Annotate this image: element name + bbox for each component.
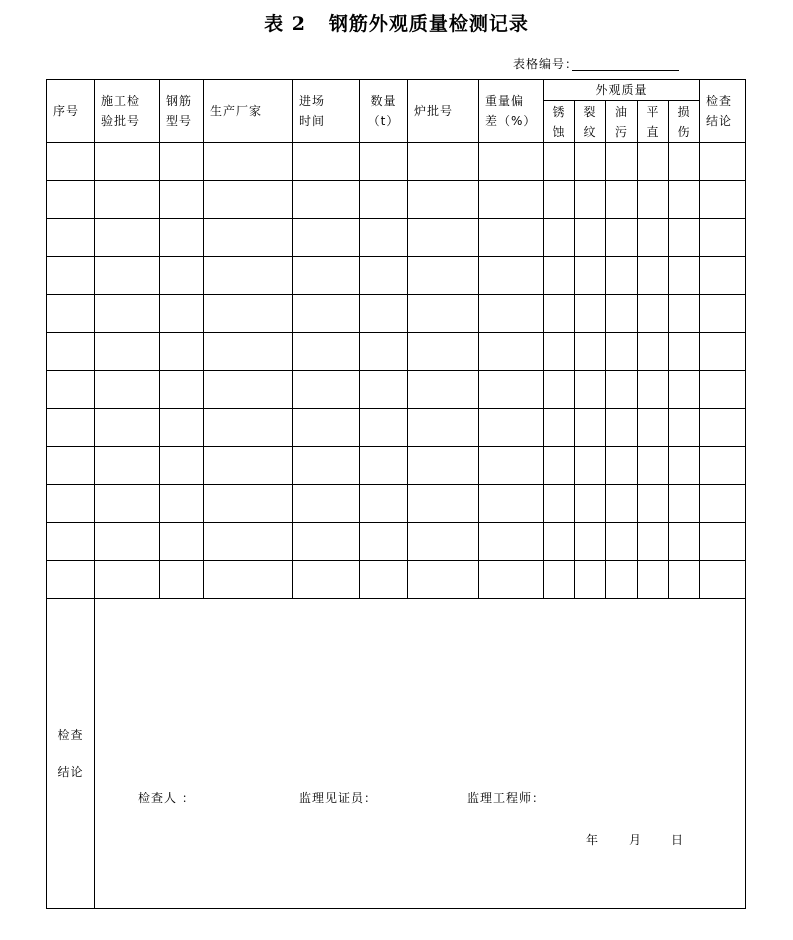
cell[interactable] <box>700 257 746 295</box>
cell[interactable] <box>293 371 360 409</box>
cell[interactable] <box>408 333 479 371</box>
cell[interactable] <box>160 485 204 523</box>
cell[interactable] <box>638 143 669 181</box>
cell[interactable] <box>638 409 669 447</box>
conclusion-area[interactable] <box>95 599 746 909</box>
cell[interactable] <box>47 143 95 181</box>
header-damage: 损 伤 <box>669 101 700 143</box>
cell[interactable] <box>293 333 360 371</box>
cell[interactable] <box>293 257 360 295</box>
cell[interactable] <box>479 181 544 219</box>
cell[interactable] <box>408 371 479 409</box>
table-row <box>47 295 746 333</box>
header-seq: 序号 <box>47 80 95 143</box>
cell[interactable] <box>293 181 360 219</box>
cell[interactable] <box>700 333 746 371</box>
cell[interactable] <box>95 219 160 257</box>
cell[interactable] <box>360 447 408 485</box>
cell[interactable] <box>638 523 669 561</box>
cell[interactable] <box>700 143 746 181</box>
cell[interactable] <box>47 219 95 257</box>
cell[interactable] <box>700 409 746 447</box>
cell[interactable] <box>293 143 360 181</box>
cell[interactable] <box>408 219 479 257</box>
cell[interactable] <box>204 409 293 447</box>
cell[interactable] <box>204 561 293 599</box>
header-model: 钢筋 型号 <box>160 80 204 143</box>
cell[interactable] <box>408 295 479 333</box>
cell[interactable] <box>160 447 204 485</box>
cell[interactable] <box>47 257 95 295</box>
cell[interactable] <box>479 485 544 523</box>
cell[interactable] <box>47 371 95 409</box>
cell[interactable] <box>160 409 204 447</box>
cell[interactable] <box>204 333 293 371</box>
cell[interactable] <box>47 181 95 219</box>
header-batch: 施工检 验批号 <box>95 80 160 143</box>
cell[interactable] <box>669 561 700 599</box>
table-row <box>47 143 746 181</box>
cell[interactable] <box>160 371 204 409</box>
cell[interactable] <box>606 333 638 371</box>
cell[interactable] <box>669 523 700 561</box>
cell[interactable] <box>606 371 638 409</box>
cell[interactable] <box>95 371 160 409</box>
cell[interactable] <box>95 561 160 599</box>
cell[interactable] <box>95 485 160 523</box>
cell[interactable] <box>47 295 95 333</box>
table-row <box>47 181 746 219</box>
header-flat: 平 直 <box>638 101 669 143</box>
cell[interactable] <box>95 143 160 181</box>
inspection-record-table <box>46 79 746 909</box>
cell[interactable] <box>575 295 606 333</box>
table-row <box>47 257 746 295</box>
cell[interactable] <box>669 333 700 371</box>
cell[interactable] <box>575 257 606 295</box>
cell[interactable] <box>544 219 575 257</box>
cell[interactable] <box>408 523 479 561</box>
cell[interactable] <box>160 257 204 295</box>
cell[interactable] <box>700 295 746 333</box>
cell[interactable] <box>606 447 638 485</box>
cell[interactable] <box>95 523 160 561</box>
cell[interactable] <box>47 447 95 485</box>
header-appearance: 外观质量 <box>544 80 700 101</box>
cell[interactable] <box>575 143 606 181</box>
supervisor-witness-label: 监理见证员： <box>299 791 378 805</box>
cell[interactable] <box>408 447 479 485</box>
cell[interactable] <box>160 219 204 257</box>
cell[interactable] <box>544 561 575 599</box>
cell[interactable] <box>544 143 575 181</box>
cell[interactable] <box>606 143 638 181</box>
cell[interactable] <box>408 409 479 447</box>
cell[interactable] <box>360 561 408 599</box>
cell[interactable] <box>204 523 293 561</box>
cell[interactable] <box>479 143 544 181</box>
cell[interactable] <box>95 409 160 447</box>
header-rust: 锈 蚀 <box>544 101 575 143</box>
date-year-label: 年 <box>586 833 600 847</box>
cell[interactable] <box>160 333 204 371</box>
cell[interactable] <box>700 561 746 599</box>
cell[interactable] <box>669 485 700 523</box>
cell[interactable] <box>360 181 408 219</box>
cell[interactable] <box>204 143 293 181</box>
table-row <box>47 409 746 447</box>
inspector-label: 检查人 ： <box>138 791 195 805</box>
cell[interactable] <box>638 219 669 257</box>
cell[interactable] <box>204 371 293 409</box>
cell[interactable] <box>293 409 360 447</box>
cell[interactable] <box>669 219 700 257</box>
cell[interactable] <box>479 561 544 599</box>
cell[interactable] <box>638 333 669 371</box>
cell[interactable] <box>479 409 544 447</box>
header-manufacturer: 生产厂家 <box>204 80 293 143</box>
cell[interactable] <box>669 409 700 447</box>
cell[interactable] <box>408 561 479 599</box>
cell[interactable] <box>575 333 606 371</box>
cell[interactable] <box>160 181 204 219</box>
table-row <box>47 485 746 523</box>
cell[interactable] <box>606 181 638 219</box>
table-row <box>47 447 746 485</box>
cell[interactable] <box>575 371 606 409</box>
cell[interactable] <box>575 219 606 257</box>
cell[interactable] <box>293 447 360 485</box>
cell[interactable] <box>544 447 575 485</box>
cell[interactable] <box>479 523 544 561</box>
cell[interactable] <box>95 181 160 219</box>
cell[interactable] <box>479 371 544 409</box>
cell[interactable] <box>47 485 95 523</box>
cell[interactable] <box>479 219 544 257</box>
cell[interactable] <box>95 257 160 295</box>
cell[interactable] <box>360 143 408 181</box>
cell[interactable] <box>575 181 606 219</box>
cell[interactable] <box>360 523 408 561</box>
cell[interactable] <box>360 485 408 523</box>
cell[interactable] <box>204 181 293 219</box>
cell[interactable] <box>606 219 638 257</box>
cell[interactable] <box>638 447 669 485</box>
cell[interactable] <box>408 257 479 295</box>
cell[interactable] <box>360 219 408 257</box>
cell[interactable] <box>575 523 606 561</box>
cell[interactable] <box>544 295 575 333</box>
cell[interactable] <box>575 447 606 485</box>
cell[interactable] <box>47 561 95 599</box>
cell[interactable] <box>606 561 638 599</box>
table-row <box>47 561 746 599</box>
cell[interactable] <box>544 485 575 523</box>
cell[interactable] <box>160 295 204 333</box>
cell[interactable] <box>575 561 606 599</box>
cell[interactable] <box>95 295 160 333</box>
cell[interactable] <box>669 143 700 181</box>
cell[interactable] <box>47 523 95 561</box>
cell[interactable] <box>360 333 408 371</box>
cell[interactable] <box>160 561 204 599</box>
cell[interactable] <box>638 371 669 409</box>
header-crack: 裂 纹 <box>575 101 606 143</box>
cell[interactable] <box>360 409 408 447</box>
page-title: 表 2 钢筋外观质量检测记录 <box>264 13 529 35</box>
cell[interactable] <box>606 409 638 447</box>
cell[interactable] <box>700 523 746 561</box>
cell[interactable] <box>479 447 544 485</box>
cell[interactable] <box>204 447 293 485</box>
header-entry-time: 进场 时间 <box>293 80 360 143</box>
cell[interactable] <box>638 561 669 599</box>
cell[interactable] <box>544 333 575 371</box>
cell[interactable] <box>544 181 575 219</box>
cell[interactable] <box>293 295 360 333</box>
header-quantity: 数量 （t） <box>360 80 408 143</box>
date-day-label: 日 <box>671 833 685 847</box>
cell[interactable] <box>669 447 700 485</box>
cell[interactable] <box>160 143 204 181</box>
cell[interactable] <box>204 257 293 295</box>
cell[interactable] <box>669 257 700 295</box>
table-row <box>47 371 746 409</box>
cell[interactable] <box>293 219 360 257</box>
header-furnace: 炉批号 <box>408 80 479 143</box>
cell[interactable] <box>204 219 293 257</box>
cell[interactable] <box>669 295 700 333</box>
header-oil: 油 污 <box>606 101 638 143</box>
cell[interactable] <box>700 447 746 485</box>
form-number-field[interactable] <box>572 70 679 71</box>
cell[interactable] <box>669 181 700 219</box>
cell[interactable] <box>575 409 606 447</box>
cell[interactable] <box>575 485 606 523</box>
cell[interactable] <box>360 257 408 295</box>
cell[interactable] <box>638 295 669 333</box>
cell[interactable] <box>700 485 746 523</box>
cell[interactable] <box>700 181 746 219</box>
cell[interactable] <box>479 333 544 371</box>
cell[interactable] <box>204 295 293 333</box>
date-month-label: 月 <box>629 833 643 847</box>
cell[interactable] <box>606 257 638 295</box>
conclusion-row <box>47 599 746 909</box>
header-weight-deviation: 重量偏 差（%） <box>479 80 544 143</box>
cell[interactable] <box>700 219 746 257</box>
cell[interactable] <box>606 485 638 523</box>
cell[interactable] <box>160 523 204 561</box>
cell[interactable] <box>638 257 669 295</box>
cell[interactable] <box>408 143 479 181</box>
cell[interactable] <box>204 485 293 523</box>
cell[interactable] <box>606 295 638 333</box>
cell[interactable] <box>700 371 746 409</box>
cell[interactable] <box>408 181 479 219</box>
cell[interactable] <box>293 485 360 523</box>
cell[interactable] <box>544 409 575 447</box>
cell[interactable] <box>606 523 638 561</box>
cell[interactable] <box>544 523 575 561</box>
form-number-label: 表格编号： <box>513 57 579 71</box>
table-row <box>47 523 746 561</box>
cell[interactable] <box>293 523 360 561</box>
cell[interactable] <box>47 409 95 447</box>
cell[interactable] <box>47 333 95 371</box>
cell[interactable] <box>544 371 575 409</box>
table-row <box>47 219 746 257</box>
cell[interactable] <box>293 561 360 599</box>
header-result: 检查 结论 <box>700 80 746 143</box>
cell[interactable] <box>479 295 544 333</box>
cell[interactable] <box>95 333 160 371</box>
table-row <box>47 333 746 371</box>
cell[interactable] <box>360 371 408 409</box>
cell[interactable] <box>479 257 544 295</box>
conclusion-label: 检查 结论 <box>47 599 95 909</box>
supervising-engineer-label: 监理工程师： <box>467 791 546 805</box>
cell[interactable] <box>95 447 160 485</box>
cell[interactable] <box>638 485 669 523</box>
cell[interactable] <box>638 181 669 219</box>
cell[interactable] <box>360 295 408 333</box>
cell[interactable] <box>408 485 479 523</box>
cell[interactable] <box>544 257 575 295</box>
cell[interactable] <box>669 371 700 409</box>
